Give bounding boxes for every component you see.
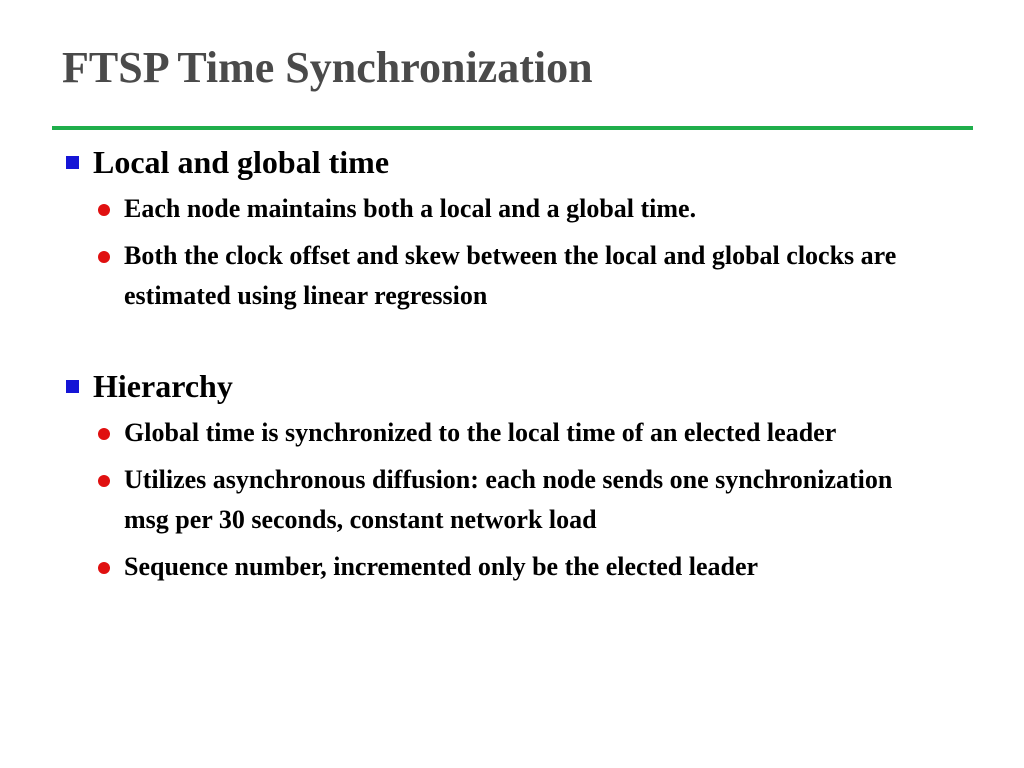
round-bullet-icon bbox=[98, 251, 110, 263]
list-item-text: Sequence number, incremented only be the elected leader bbox=[124, 552, 759, 581]
round-bullet-icon bbox=[98, 562, 110, 574]
section-hierarchy bbox=[62, 366, 962, 587]
list-item-text: Both the clock offset and skew between the local and global clocks are estimated using linear regression bbox=[124, 241, 897, 310]
list-item bbox=[62, 460, 924, 540]
list-item bbox=[62, 547, 924, 587]
list-item-text: Each node maintains both a local and a global time. bbox=[124, 194, 697, 223]
list-item bbox=[62, 189, 924, 229]
list-item bbox=[62, 413, 924, 453]
round-bullet-icon bbox=[98, 475, 110, 487]
list-item-text: Global time is synchronized to the local time of an elected leader bbox=[124, 418, 837, 447]
list-item bbox=[62, 236, 924, 316]
square-bullet-icon bbox=[66, 156, 79, 169]
section-heading bbox=[62, 142, 962, 182]
round-bullet-icon bbox=[98, 204, 110, 216]
square-bullet-icon bbox=[66, 380, 79, 393]
list-item-text: Utilizes asynchronous diffusion: each node sends one synchronization msg per 30 seconds, constant network load bbox=[124, 465, 893, 534]
section-local-global-time bbox=[62, 142, 962, 316]
title-divider bbox=[52, 126, 973, 130]
round-bullet-icon bbox=[98, 428, 110, 440]
section-heading bbox=[62, 366, 962, 406]
section-heading-text: Hierarchy bbox=[93, 368, 233, 404]
section-heading-text: Local and global time bbox=[93, 144, 390, 180]
slide-title: FTSP Time Synchronization bbox=[62, 43, 593, 92]
